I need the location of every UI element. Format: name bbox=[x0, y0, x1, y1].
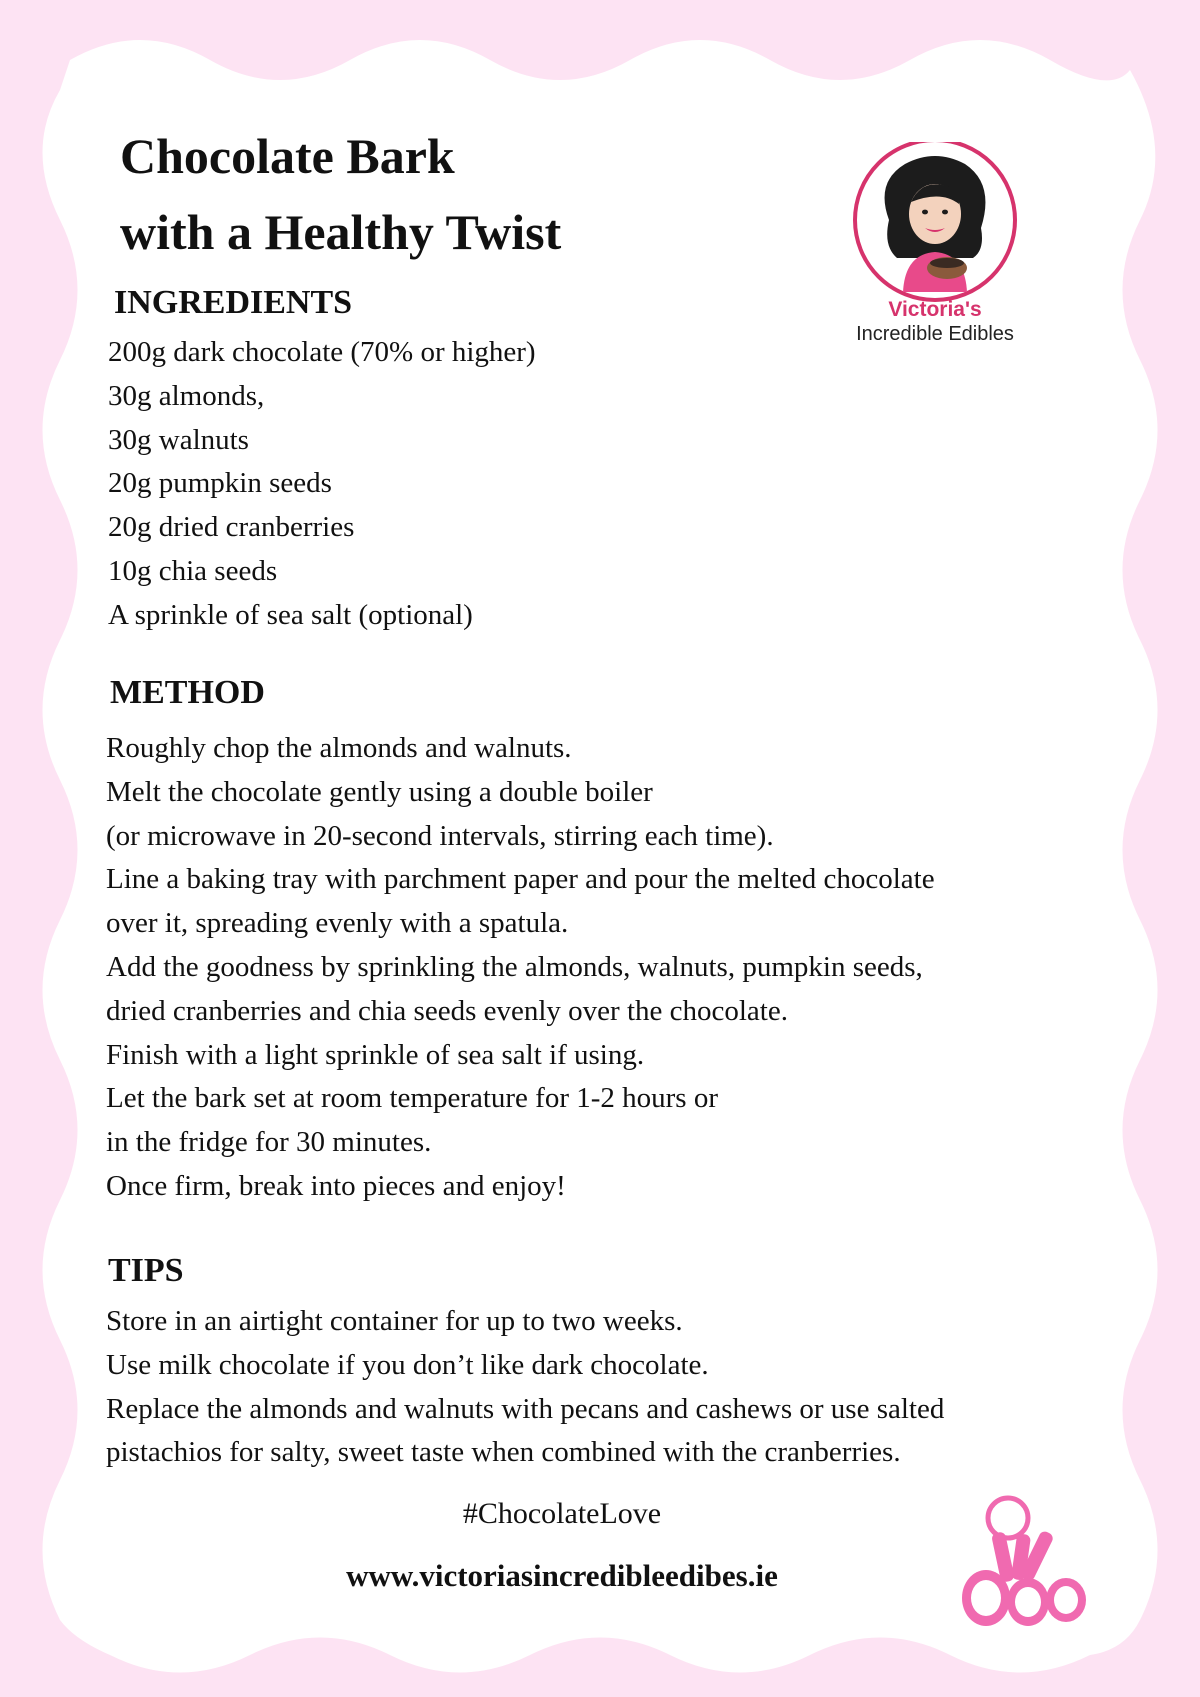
ingredient-item: A sprinkle of sea salt (optional) bbox=[108, 598, 473, 631]
ingredient-item: 20g pumpkin seeds bbox=[108, 467, 332, 500]
method-line: (or microwave in 20-second intervals, stirring each time). bbox=[106, 819, 774, 852]
method-heading: METHOD bbox=[110, 674, 265, 711]
tip-line: Use milk chocolate if you don’t like dark chocolate. bbox=[106, 1348, 709, 1381]
method-line: Let the bark set at room temperature for 1-2 hours or bbox=[106, 1082, 719, 1115]
ingredients-list bbox=[108, 331, 536, 638]
method-line: Finish with a light sprinkle of sea salt if using. bbox=[106, 1038, 645, 1071]
tip-line: pistachios for salty, sweet taste when combined with the cranberries. bbox=[106, 1436, 901, 1469]
measuring-spoons-icon bbox=[948, 1490, 1098, 1638]
brand-subtitle: Incredible Edibles bbox=[856, 323, 1014, 345]
method-line: Roughly chop the almonds and walnuts. bbox=[106, 732, 572, 764]
tips-list bbox=[106, 1300, 944, 1475]
ingredients-heading: INGREDIENTS bbox=[114, 284, 353, 321]
recipe-title bbox=[120, 118, 561, 270]
method-line: Once firm, break into pieces and enjoy! bbox=[106, 1169, 566, 1202]
method-line: over it, spreading evenly with a spatula. bbox=[106, 907, 569, 940]
method-line: Melt the chocolate gently using a double boiler bbox=[106, 775, 653, 808]
ingredient-item: 200g dark chocolate (70% or higher) bbox=[108, 336, 536, 368]
ingredient-item: 20g dried cranberries bbox=[108, 511, 355, 544]
brand-name: Victoria's bbox=[888, 298, 982, 321]
recipe-title-line-2: with a Healthy Twist bbox=[120, 204, 562, 260]
tip-line: Replace the almonds and walnuts with pecans and cashews or use salted bbox=[106, 1392, 945, 1425]
ingredient-item: 30g almonds, bbox=[108, 379, 265, 412]
ingredient-item: 30g walnuts bbox=[108, 423, 249, 456]
recipe-title-line-1: Chocolate Bark bbox=[120, 128, 455, 184]
method-line: dried cranberries and chia seeds evenly over the chocolate. bbox=[106, 994, 788, 1027]
tip-line: Store in an airtight container for up to two weeks. bbox=[106, 1305, 683, 1337]
method-line: in the fridge for 30 minutes. bbox=[106, 1126, 432, 1159]
method-line: Add the goodness by sprinkling the almonds, walnuts, pumpkin seeds, bbox=[106, 950, 923, 983]
method-line: Line a baking tray with parchment paper and pour the melted chocolate bbox=[106, 863, 935, 896]
hashtag: #ChocolateLove bbox=[462, 1497, 662, 1530]
method-steps bbox=[106, 727, 935, 1209]
ingredient-item: 10g chia seeds bbox=[108, 554, 278, 587]
tips-heading: TIPS bbox=[108, 1252, 184, 1289]
website-link[interactable]: www.victoriasincredibleedibes.ie bbox=[346, 1558, 778, 1593]
